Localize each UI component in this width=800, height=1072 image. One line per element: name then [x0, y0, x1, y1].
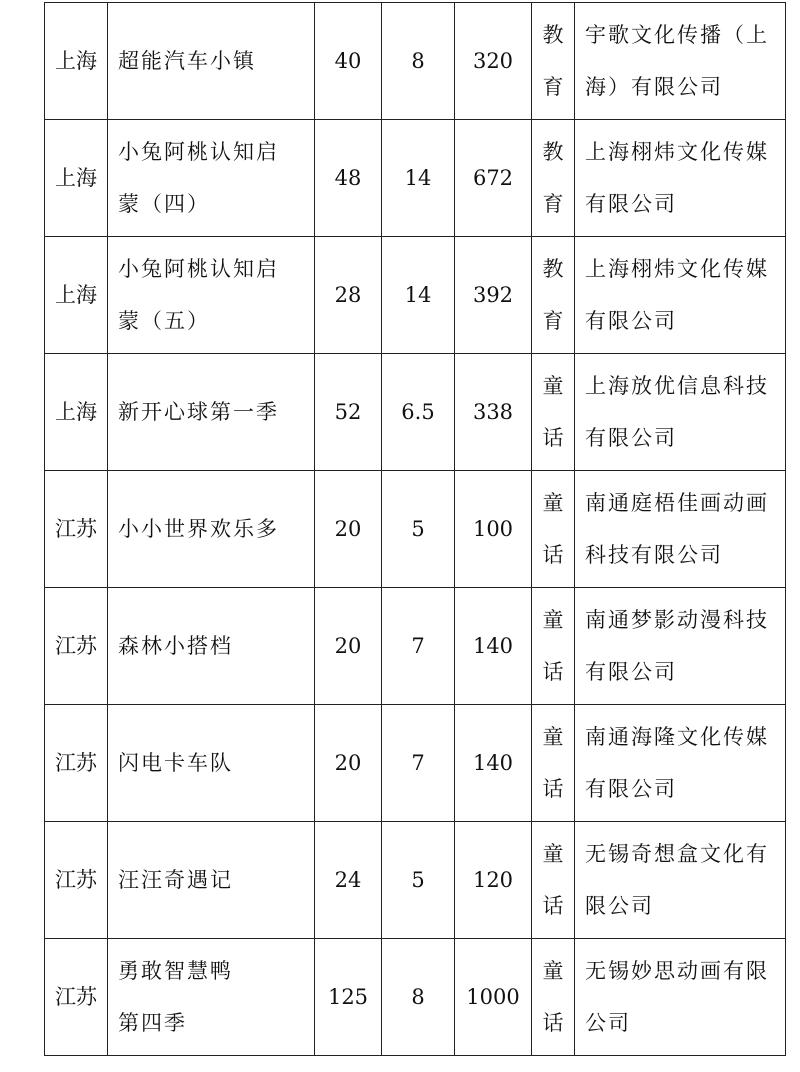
type-cell-line: 话 [542, 543, 564, 567]
type-cell-line: 教 [542, 140, 564, 164]
duration-cell: 7 [382, 705, 455, 822]
type-cell-line: 话 [542, 777, 564, 801]
region-cell: 上海 [45, 354, 108, 471]
company-cell [575, 237, 786, 354]
title-cell [108, 588, 315, 705]
duration-cell: 7 [382, 588, 455, 705]
title-cell-line: 小兔阿桃认知启 [118, 257, 279, 281]
duration-cell: 5 [382, 471, 455, 588]
type-cell-line: 育 [542, 75, 564, 99]
total-cell: 320 [455, 3, 532, 120]
company-cell-line: 宇歌文化传播（上 [585, 23, 769, 47]
company-cell-line: 有限公司 [585, 660, 677, 684]
title-cell [108, 354, 315, 471]
title-cell [108, 822, 315, 939]
title-cell-line: 小兔阿桃认知启 [118, 140, 279, 164]
table-row [45, 588, 786, 705]
table-row [45, 354, 786, 471]
title-cell [108, 705, 315, 822]
company-cell-line: 公司 [585, 1011, 631, 1035]
title-cell-line: 蒙（四） [118, 192, 210, 216]
region-cell: 江苏 [45, 471, 108, 588]
type-cell [532, 120, 575, 237]
company-cell-line: 海）有限公司 [585, 75, 723, 99]
region-cell: 上海 [45, 3, 108, 120]
title-cell-line: 新开心球第一季 [118, 400, 279, 424]
table-row [45, 939, 786, 1056]
company-cell [575, 354, 786, 471]
company-cell-line: 有限公司 [585, 426, 677, 450]
type-cell-line: 教 [542, 257, 564, 281]
type-cell-line: 童 [542, 374, 564, 398]
total-cell: 120 [455, 822, 532, 939]
total-cell: 1000 [455, 939, 532, 1056]
duration-cell: 5 [382, 822, 455, 939]
company-cell [575, 3, 786, 120]
duration-cell: 8 [382, 939, 455, 1056]
region-cell: 上海 [45, 120, 108, 237]
title-cell [108, 120, 315, 237]
type-cell-line: 话 [542, 894, 564, 918]
type-cell [532, 939, 575, 1056]
duration-cell: 8 [382, 3, 455, 120]
title-cell-line: 超能汽车小镇 [118, 49, 256, 73]
total-cell: 100 [455, 471, 532, 588]
type-cell [532, 3, 575, 120]
type-cell-line: 童 [542, 959, 564, 983]
company-cell [575, 471, 786, 588]
type-cell [532, 354, 575, 471]
type-cell [532, 822, 575, 939]
table-body [45, 3, 786, 1056]
title-cell-line: 小小世界欢乐多 [118, 517, 279, 541]
company-cell-line: 有限公司 [585, 777, 677, 801]
duration-cell: 6.5 [382, 354, 455, 471]
total-cell: 140 [455, 705, 532, 822]
type-cell-line: 话 [542, 426, 564, 450]
title-cell-line: 蒙（五） [118, 309, 210, 333]
type-cell-line: 育 [542, 192, 564, 216]
type-cell-line: 话 [542, 660, 564, 684]
company-cell-line: 有限公司 [585, 309, 677, 333]
table-row [45, 3, 786, 120]
title-cell-line: 汪汪奇遇记 [118, 868, 233, 892]
company-cell-line: 上海栩炜文化传媒 [585, 140, 769, 164]
episodes-cell: 40 [315, 3, 382, 120]
type-cell-line: 话 [542, 1011, 564, 1035]
type-cell-line: 童 [542, 725, 564, 749]
title-cell-line: 闪电卡车队 [118, 751, 233, 775]
type-cell [532, 705, 575, 822]
table-row [45, 237, 786, 354]
company-cell-line: 南通庭梧佳画动画 [585, 491, 769, 515]
type-cell-line: 教 [542, 23, 564, 47]
company-cell-line: 上海放优信息科技 [585, 374, 769, 398]
company-cell-line: 上海栩炜文化传媒 [585, 257, 769, 281]
total-cell: 140 [455, 588, 532, 705]
title-cell [108, 471, 315, 588]
title-cell-line: 森林小搭档 [118, 634, 233, 658]
title-cell-line: 第四季 [118, 1011, 187, 1035]
episodes-cell: 20 [315, 471, 382, 588]
company-cell [575, 588, 786, 705]
company-cell [575, 120, 786, 237]
title-cell [108, 939, 315, 1056]
company-cell-line: 南通梦影动漫科技 [585, 608, 769, 632]
title-cell [108, 3, 315, 120]
type-cell-line: 童 [542, 608, 564, 632]
type-cell-line: 童 [542, 842, 564, 866]
type-cell [532, 471, 575, 588]
episodes-cell: 24 [315, 822, 382, 939]
region-cell: 江苏 [45, 705, 108, 822]
company-cell [575, 939, 786, 1056]
duration-cell: 14 [382, 120, 455, 237]
company-cell-line: 有限公司 [585, 192, 677, 216]
company-cell-line: 无锡妙思动画有限 [585, 959, 769, 983]
region-cell: 江苏 [45, 939, 108, 1056]
region-cell: 上海 [45, 237, 108, 354]
type-cell [532, 237, 575, 354]
total-cell: 338 [455, 354, 532, 471]
total-cell: 392 [455, 237, 532, 354]
type-cell [532, 588, 575, 705]
episodes-cell: 125 [315, 939, 382, 1056]
episodes-cell: 48 [315, 120, 382, 237]
title-cell [108, 237, 315, 354]
company-cell-line: 科技有限公司 [585, 543, 723, 567]
company-cell-line: 南通海隆文化传媒 [585, 725, 769, 749]
table-row [45, 705, 786, 822]
company-cell [575, 822, 786, 939]
region-cell: 江苏 [45, 822, 108, 939]
table-row [45, 120, 786, 237]
title-cell-line: 勇敢智慧鸭 [118, 959, 233, 983]
type-cell-line: 童 [542, 491, 564, 515]
duration-cell: 14 [382, 237, 455, 354]
company-cell-line: 无锡奇想盒文化有 [585, 842, 769, 866]
region-cell: 江苏 [45, 588, 108, 705]
animation-table [44, 2, 786, 1056]
company-cell [575, 705, 786, 822]
episodes-cell: 20 [315, 705, 382, 822]
episodes-cell: 28 [315, 237, 382, 354]
total-cell: 672 [455, 120, 532, 237]
episodes-cell: 52 [315, 354, 382, 471]
table-row [45, 471, 786, 588]
table-row [45, 822, 786, 939]
type-cell-line: 育 [542, 309, 564, 333]
episodes-cell: 20 [315, 588, 382, 705]
company-cell-line: 限公司 [585, 894, 654, 918]
